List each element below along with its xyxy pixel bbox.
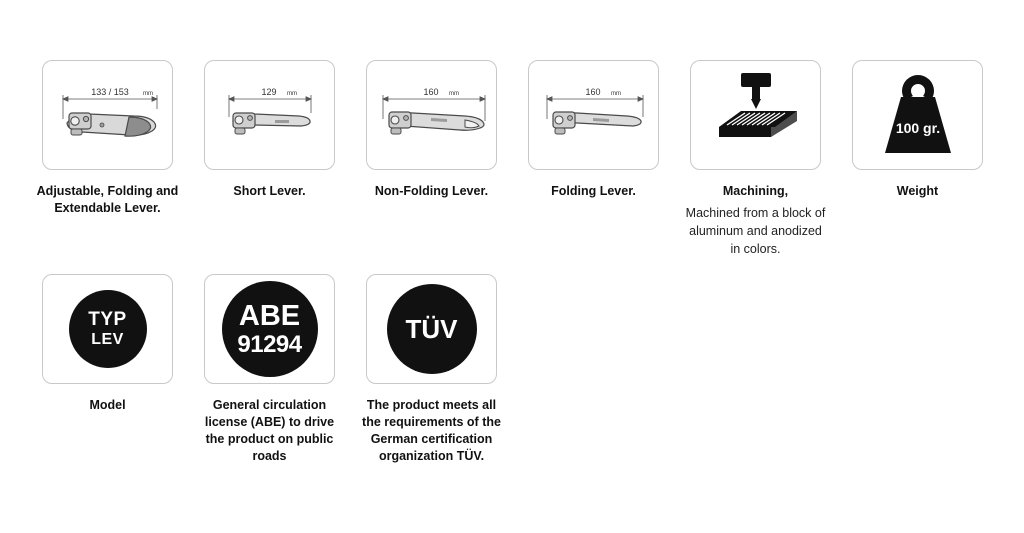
feature-card xyxy=(366,274,497,384)
feature-row-2 xyxy=(42,274,528,465)
model-badge-line1: TYP xyxy=(88,309,127,330)
abe-badge-icon xyxy=(222,281,318,377)
feature-machining xyxy=(685,60,826,258)
feature-tuv xyxy=(362,274,501,465)
feature-card xyxy=(690,60,821,170)
dimension-label: 160 xyxy=(423,87,439,97)
folding-lever-icon xyxy=(531,65,656,165)
dimension-label: 133 / 153 xyxy=(91,87,129,97)
feature-caption: General circulation license (ABE) to drive the product on public roads xyxy=(204,398,335,463)
feature-adjustable-lever xyxy=(36,60,179,258)
feature-card xyxy=(42,60,173,170)
feature-row-1 xyxy=(36,60,1014,258)
dimension-label: 160 xyxy=(585,87,601,97)
dimension-unit: mm xyxy=(287,91,297,97)
feature-caption: Model xyxy=(89,398,126,412)
feature-non-folding-lever xyxy=(366,60,497,258)
tuv-badge-line1: TÜV xyxy=(405,313,458,344)
non-folding-lever-icon xyxy=(369,65,494,165)
tuv-badge-icon xyxy=(387,284,477,374)
weight-icon xyxy=(863,67,973,163)
feature-subcaption: Machined from a block of aluminum and anodized in colors. xyxy=(685,205,826,257)
feature-card xyxy=(528,60,659,170)
dimension-unit: mm xyxy=(611,91,621,97)
feature-short-lever xyxy=(204,60,335,258)
cnc-machining-icon xyxy=(701,67,811,163)
feature-card xyxy=(42,274,173,384)
feature-abe xyxy=(204,274,335,465)
feature-card xyxy=(204,274,335,384)
adjustable-folding-lever-icon xyxy=(45,65,170,165)
feature-card xyxy=(204,60,335,170)
feature-caption: Short Lever. xyxy=(233,184,306,198)
feature-caption: Weight xyxy=(896,184,939,198)
feature-model xyxy=(42,274,173,465)
model-badge-icon xyxy=(69,290,147,368)
short-lever-icon xyxy=(207,65,332,165)
feature-caption: Non-Folding Lever. xyxy=(374,184,489,198)
dimension-unit: mm xyxy=(449,91,459,97)
abe-badge-line1: ABE xyxy=(238,299,301,332)
feature-card xyxy=(366,60,497,170)
dimension-unit: mm xyxy=(143,91,153,97)
feature-folding-lever xyxy=(528,60,659,258)
feature-caption: Folding Lever. xyxy=(551,184,636,198)
feature-caption: Machining, xyxy=(722,184,789,198)
feature-caption: Adjustable, Folding and Extendable Lever. xyxy=(36,184,179,215)
dimension-label: 129 xyxy=(261,87,277,97)
abe-badge-line2: 91294 xyxy=(237,330,302,358)
feature-card xyxy=(852,60,983,170)
feature-caption: The product meets all the requirements of the German certification organization TÜV. xyxy=(362,398,501,463)
weight-badge-text: 100 gr. xyxy=(895,120,940,136)
feature-weight xyxy=(852,60,983,258)
model-badge-line2: LEV xyxy=(91,331,124,348)
